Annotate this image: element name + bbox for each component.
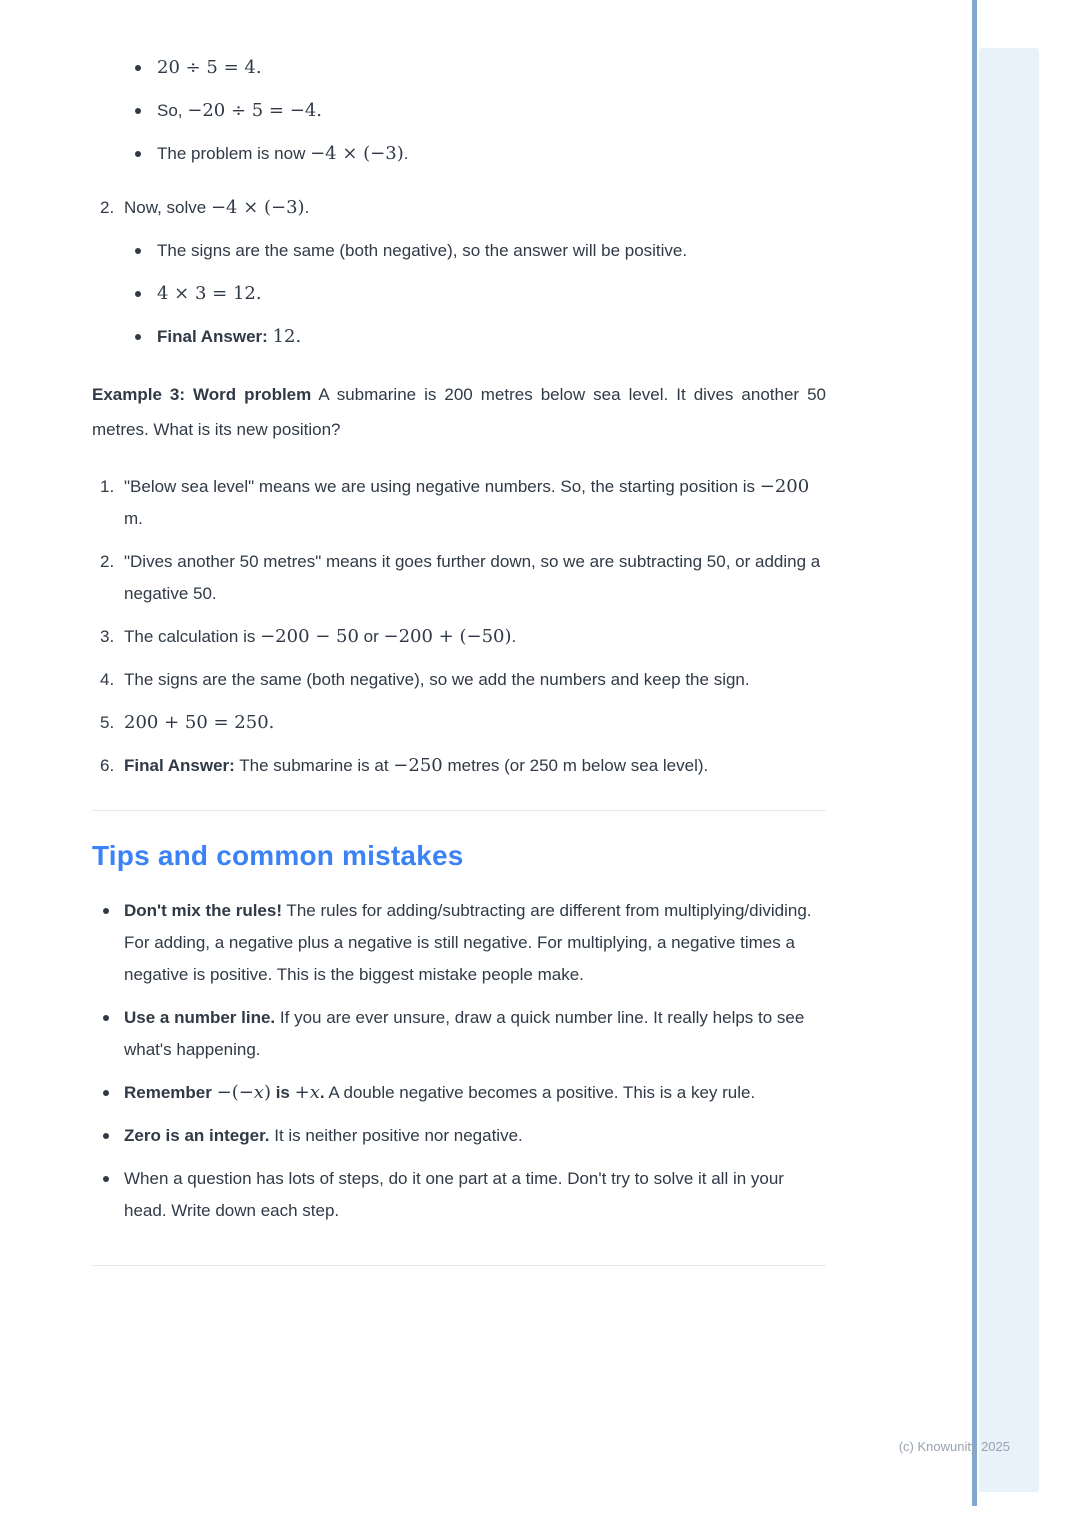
math-text: 12. bbox=[272, 326, 302, 347]
bold-text: Final Answer: bbox=[157, 327, 268, 346]
bullet-icon bbox=[135, 248, 141, 254]
bold-text: Zero is an integer. bbox=[124, 1126, 270, 1145]
word-problem-steps-list bbox=[92, 471, 826, 782]
list-item bbox=[92, 1002, 826, 1066]
list-item-text bbox=[124, 901, 812, 984]
list-number: 4. bbox=[100, 670, 115, 689]
list-item bbox=[135, 321, 826, 353]
math-text: −20 ÷ 5 = −4. bbox=[187, 100, 322, 121]
bullet-icon bbox=[103, 1176, 109, 1182]
text-run: When a question has lots of steps, do it one part at a time. Don't try to solve it all in your head. Write down each step. bbox=[124, 1169, 784, 1220]
list-item-text bbox=[124, 713, 274, 732]
numbered-item bbox=[92, 707, 826, 739]
list-item-text bbox=[124, 1126, 523, 1145]
math-text: −4 × (−3) bbox=[310, 143, 404, 164]
text-run: . bbox=[403, 144, 409, 163]
numbered-item bbox=[92, 471, 826, 535]
list-item bbox=[135, 235, 826, 267]
tips-list bbox=[92, 895, 826, 1227]
numbered-item bbox=[92, 621, 826, 653]
numbered-item bbox=[92, 750, 826, 782]
list-number: 2. bbox=[100, 552, 115, 571]
text-run: A submarine is 200 metres below sea level. It dives another 50 metres. What is its new position? bbox=[92, 385, 826, 439]
top-bullet-list bbox=[135, 52, 826, 170]
text-run: If you are ever unsure, draw a quick number line. It really helps to see what's happening. bbox=[124, 1008, 805, 1059]
list-item-text bbox=[124, 198, 309, 217]
list-item-text bbox=[124, 1169, 784, 1220]
text-run: Now, solve bbox=[124, 198, 211, 217]
math-text: ) bbox=[263, 1082, 271, 1103]
list-number: 2. bbox=[100, 198, 115, 217]
math-text: −250 bbox=[393, 755, 443, 776]
numbered-item bbox=[92, 192, 826, 353]
list-item bbox=[135, 278, 826, 310]
bold-text: Use a number line. bbox=[124, 1008, 276, 1027]
text-run: It is neither positive nor negative. bbox=[269, 1126, 523, 1145]
math-variable: x bbox=[309, 1082, 320, 1103]
text-run: . bbox=[304, 198, 310, 217]
bold-text: is bbox=[270, 1083, 295, 1102]
list-item-text bbox=[124, 627, 516, 646]
math-text: −(− bbox=[216, 1082, 254, 1103]
bullet-icon bbox=[103, 1090, 109, 1096]
numbered-item bbox=[92, 664, 826, 696]
sub-bullet-list bbox=[135, 235, 826, 353]
bullet-icon bbox=[135, 291, 141, 297]
tips-heading: Tips and common mistakes bbox=[92, 840, 464, 871]
text-run: The signs are the same (both negative), so we add the numbers and keep the sign. bbox=[124, 670, 750, 689]
math-text: 20 ÷ 5 = 4. bbox=[157, 57, 262, 78]
next-page-edge-panel bbox=[979, 48, 1039, 1492]
text-run: The signs are the same (both negative), so the answer will be positive. bbox=[157, 241, 688, 260]
bullet-icon bbox=[135, 151, 141, 157]
list-item bbox=[135, 52, 826, 84]
list-item bbox=[92, 1077, 826, 1109]
watermark: (c) Knowunity 2025 bbox=[898, 1439, 1010, 1454]
text-run: The rules for adding/subtracting are different from multiplying/dividing. For adding, a negative plus a negative is still negative. For multiplying, a negative times a negative is positive. This is the biggest mistake people make. bbox=[124, 901, 812, 984]
list-item-text bbox=[157, 241, 687, 260]
text-run: "Dives another 50 metres" means it goes further down, so we are subtracting 50, or adding a negative 50. bbox=[124, 552, 821, 603]
math-text: −4 × (−3) bbox=[210, 197, 305, 218]
text-run: or bbox=[358, 627, 384, 646]
list-item bbox=[92, 1163, 826, 1227]
list-item-text bbox=[157, 144, 408, 163]
list-item-text bbox=[124, 1083, 755, 1102]
math-text: −200 bbox=[759, 476, 810, 497]
list-number: 5. bbox=[100, 713, 115, 732]
text-run: "Below sea level" means we are using negative numbers. So, the starting position is bbox=[124, 477, 760, 496]
list-item-text bbox=[124, 1008, 804, 1059]
list-item-text bbox=[157, 101, 322, 120]
math-text: −200 + (−50) bbox=[383, 626, 512, 647]
list-item bbox=[92, 895, 826, 991]
list-item-text bbox=[124, 477, 809, 528]
math-text: 200 + 50 = 250. bbox=[124, 712, 275, 733]
section-divider bbox=[92, 810, 826, 811]
text-run: The problem is now bbox=[157, 144, 311, 163]
bold-text: Remember bbox=[124, 1083, 217, 1102]
list-item-text bbox=[157, 327, 301, 346]
text-run: metres (or 250 m below sea level). bbox=[442, 756, 709, 775]
document-content bbox=[92, 52, 826, 1266]
bullet-icon bbox=[135, 334, 141, 340]
bold-text: . bbox=[319, 1083, 325, 1102]
bullet-icon bbox=[135, 65, 141, 71]
text-run: The calculation is bbox=[124, 627, 261, 646]
list-item-text bbox=[124, 670, 750, 689]
list-item bbox=[92, 1120, 826, 1152]
text-run: A double negative becomes a positive. This is a key rule. bbox=[324, 1083, 756, 1102]
bullet-icon bbox=[103, 1133, 109, 1139]
bullet-icon bbox=[103, 1015, 109, 1021]
solve-numbered-list bbox=[92, 192, 826, 353]
example3-paragraph bbox=[92, 377, 826, 447]
text-run: So, bbox=[157, 101, 188, 120]
text-run: m. bbox=[124, 509, 143, 528]
bullet-icon bbox=[135, 108, 141, 114]
bullet-icon bbox=[103, 908, 109, 914]
list-item bbox=[135, 138, 826, 170]
list-item-text bbox=[157, 58, 262, 77]
math-text: + bbox=[294, 1082, 310, 1103]
bold-text: Final Answer: bbox=[124, 756, 235, 775]
list-number: 1. bbox=[100, 477, 115, 496]
list-number: 3. bbox=[100, 627, 115, 646]
list-item-text bbox=[157, 284, 262, 303]
text-run: The submarine is at bbox=[234, 756, 394, 775]
math-text: 4 × 3 = 12. bbox=[157, 283, 262, 304]
math-variable: x bbox=[253, 1082, 264, 1103]
math-text: −200 − 50 bbox=[260, 626, 359, 647]
list-item-text bbox=[124, 756, 708, 775]
numbered-item bbox=[92, 546, 826, 610]
bold-text: Don't mix the rules! bbox=[124, 901, 283, 920]
list-number: 6. bbox=[100, 756, 115, 775]
footer-divider bbox=[92, 1265, 826, 1266]
bold-text: Example 3: Word problem bbox=[92, 385, 312, 404]
text-run: . bbox=[511, 627, 517, 646]
list-item bbox=[135, 95, 826, 127]
scrollbar[interactable] bbox=[972, 0, 977, 1506]
list-item-text bbox=[124, 552, 820, 603]
